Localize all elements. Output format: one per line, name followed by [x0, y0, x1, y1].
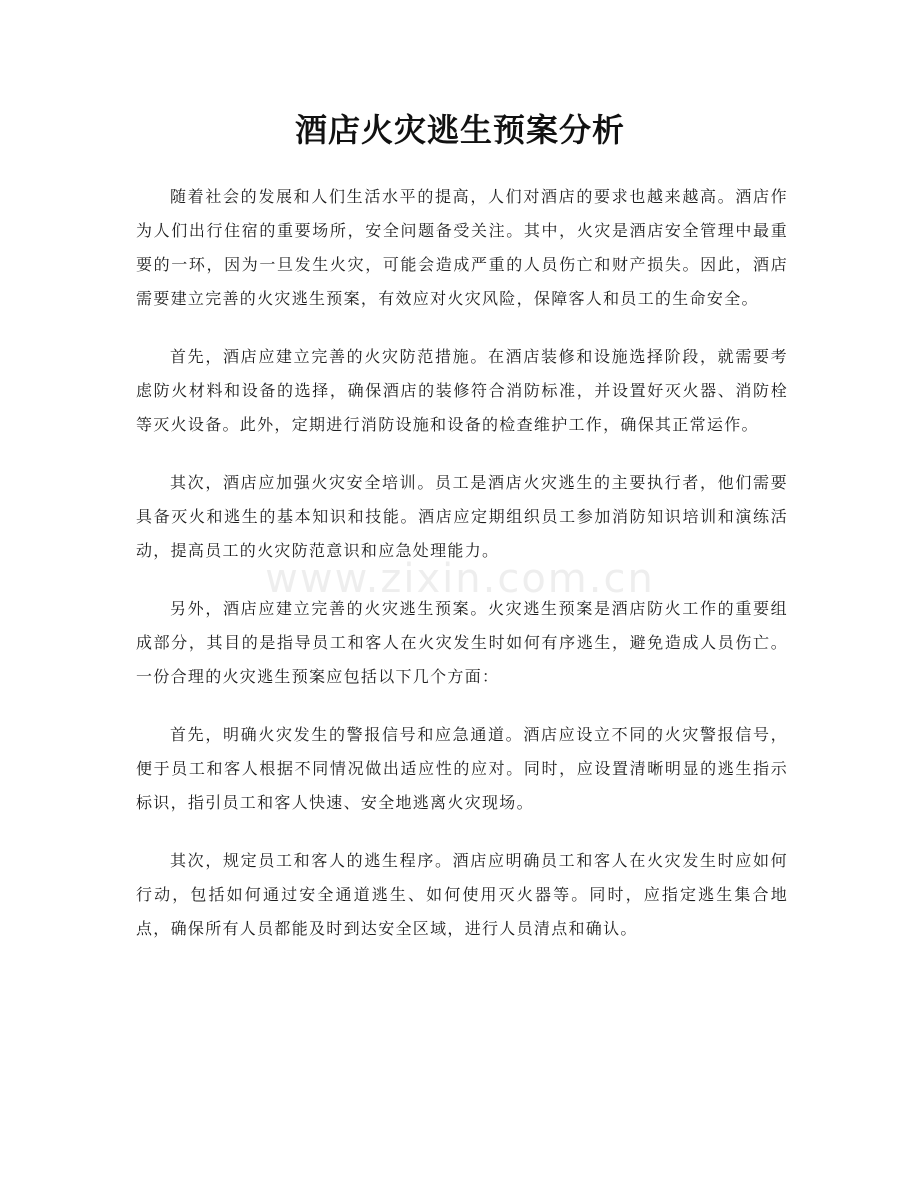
paragraph-escape-plan: 另外，酒店应建立完善的火灾逃生预案。火灾逃生预案是酒店防火工作的重要组成部分，其目的是指导员工和客人在火灾发生时如何有序逃生，避免造成人员伤亡。一份合理的火灾逃生预案应包括以下几个方面： [136, 599, 788, 686]
paragraph-escape-procedure: 其次，规定员工和客人的逃生程序。酒店应明确员工和客人在火灾发生时应如何行动，包括如何通过安全通道逃生、如何使用灭火器等。同时，应指定逃生集合地点，确保所有人员都能及时到达安全区域，进行人员清点和确认。 [136, 851, 788, 938]
paragraph-safety-training: 其次，酒店应加强火灾安全培训。员工是酒店火灾逃生的主要执行者，他们需要具备灭火和逃生的基本知识和技能。酒店应定期组织员工参加消防知识培训和演练活动，提高员工的火灾防范意识和应急处理能力。 [136, 473, 788, 560]
watermark-text: www.zixin.com.cn [265, 556, 655, 602]
document-title: 酒店火灾逃生预案分析 [294, 111, 625, 149]
paragraph-alarm-signals: 首先，明确火灾发生的警报信号和应急通道。酒店应设立不同的火灾警报信号，便于员工和客人根据不同情况做出适应性的应对。同时，应设置清晰明显的逃生指示标识，指引员工和客人快速、安全地逃离火灾现场。 [136, 725, 788, 812]
document-body [136, 180, 788, 970]
paragraph-fire-prevention: 首先，酒店应建立完善的火灾防范措施。在酒店装修和设施选择阶段，就需要考虑防火材料和设备的选择，确保酒店的装修符合消防标准，并设置好灭火器、消防栓等灭火设备。此外，定期进行消防设施和设备的检查维护工作，确保其正常运作。 [136, 347, 788, 434]
paragraph-intro: 随着社会的发展和人们生活水平的提高，人们对酒店的要求也越来越高。酒店作为人们出行住宿的重要场所，安全问题备受关注。其中，火灾是酒店安全管理中最重要的一环，因为一旦发生火灾，可能会造成严重的人员伤亡和财产损失。因此，酒店需要建立完善的火灾逃生预案，有效应对火灾风险，保障客人和员工的生命安全。 [136, 187, 788, 308]
